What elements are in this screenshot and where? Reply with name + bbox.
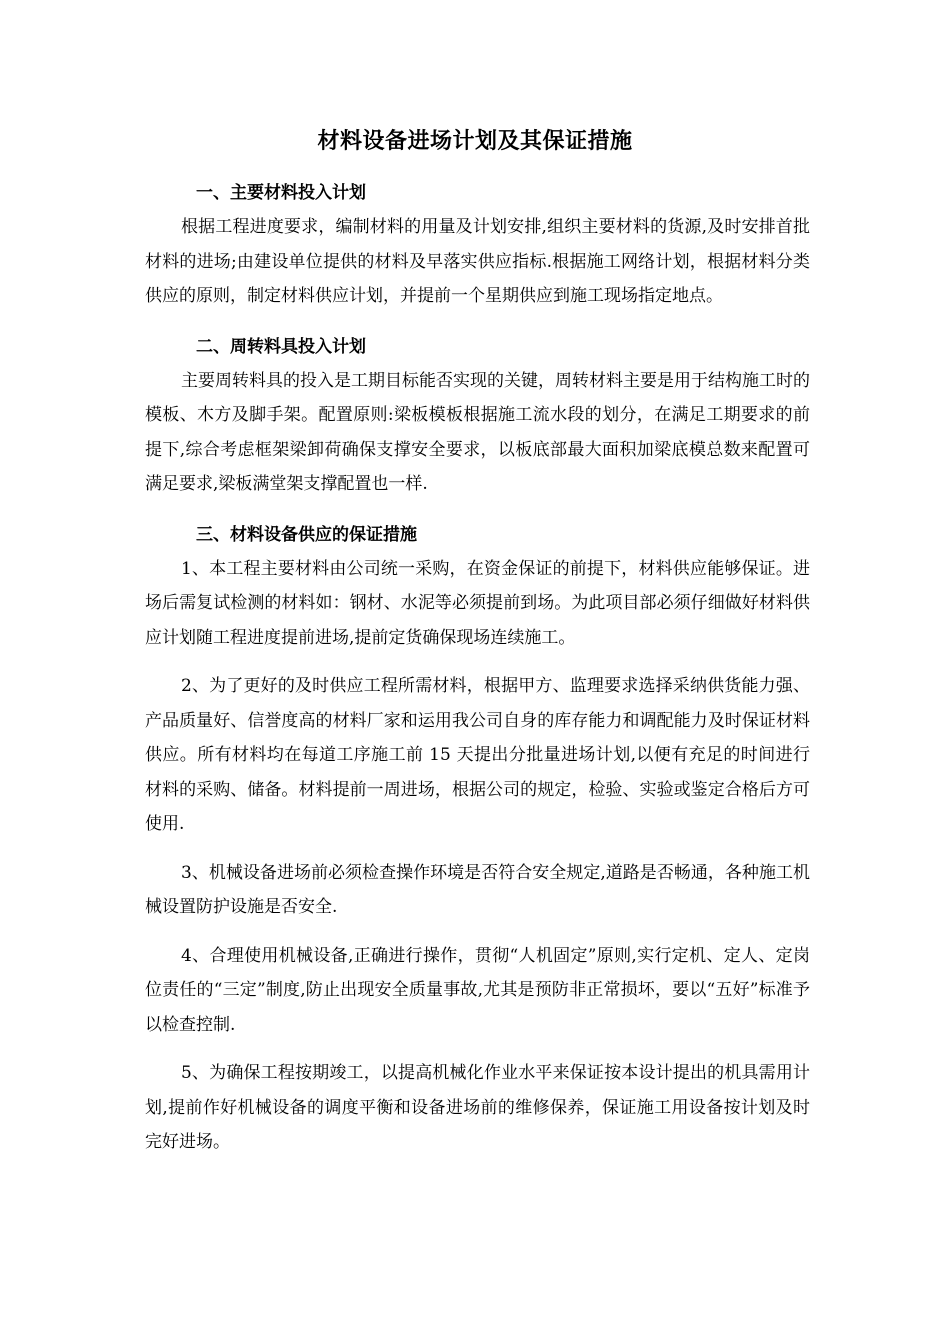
section-paragraph: 根据工程进度要求，编制材料的用量及计划安排,组织主要材料的货源,及时安排首批材料的进场;由建设单位提供的材料及早落实供应指标.根据施工网络计划，根据材料分类供应的原则，制定材料供应计划，并提前一个星期供应到施工现场指定地点。: [145, 217, 810, 306]
section-main-materials: [145, 176, 810, 314]
measure-paragraph-4: 4、合理使用机械设备,正确进行操作，贯彻“人机固定”原则,实行定机、定人、定岗位责任的“三定”制度,防止出现安全质量事故,尤其是预防非正常损坏，要以“五好”标准予以检查控制.: [145, 945, 810, 1035]
section-supply-guarantee: [145, 518, 810, 1160]
document-title: 材料设备进场计划及其保证措施: [317, 128, 633, 154]
section-heading: 二、周转料具投入计划: [196, 336, 366, 357]
section-heading: 一、主要材料投入计划: [196, 183, 366, 203]
paragraph-gap: [145, 655, 810, 669]
measure-paragraph-1: 1、本工程主要材料由公司统一采购，在资金保证的前提下，材料供应能够保证。进场后需复试检测的材料如：钢材、水泥等必须提前到场。为此项目部必须仔细做好材料供应计划随工程进度提前进场,提前定货确保现场连续施工。: [145, 558, 810, 648]
section-heading: 三、材料设备供应的保证措施: [196, 524, 417, 545]
paragraph-gap: [145, 925, 810, 939]
section-gap: [145, 314, 810, 330]
measure-paragraph-5: 5、为确保工程按期竣工，以提高机械化作业水平来保证按本设计提出的机具需用计划,提前作好机械设备的调度平衡和设备进场前的维修保养，保证施工用设备按计划及时完好进场。: [145, 1063, 810, 1152]
document-body: [145, 176, 810, 1160]
section-turnover-materials: [145, 330, 810, 502]
paragraph-gap: [145, 842, 810, 856]
section-gap: [145, 502, 810, 518]
measure-paragraph-3: 3、机械设备进场前必须检查操作环境是否符合安全规定,道路是否畅通，各种施工机械设置防护设施是否安全.: [145, 862, 810, 917]
measure-paragraph-2: 2、为了更好的及时供应工程所需材料，根据甲方、监理要求选择采纳供货能力强、产品质量好、信誉度高的材料厂家和运用我公司自身的库存能力和调配能力及时保证材料供应。所有材料均在每道工序施工前 15 天提出分批量进场计划,以便有充足的时间进行材料的采购、储备。材料提前一周进场，根据公司的规定，检验、实验或鉴定合格后方可使用.: [145, 676, 810, 834]
paragraph-gap: [145, 1042, 810, 1056]
section-paragraph: 主要周转料具的投入是工期目标能否实现的关键，周转材料主要是用于结构施工时的模板、木方及脚手架。配置原则:梁板模板根据施工流水段的划分，在满足工期要求的前提下,综合考虑框架梁卸荷确保支撑安全要求，以板底部最大面积加梁底模总数来配置可满足要求,梁板满堂架支撑配置也一样.: [145, 370, 810, 494]
